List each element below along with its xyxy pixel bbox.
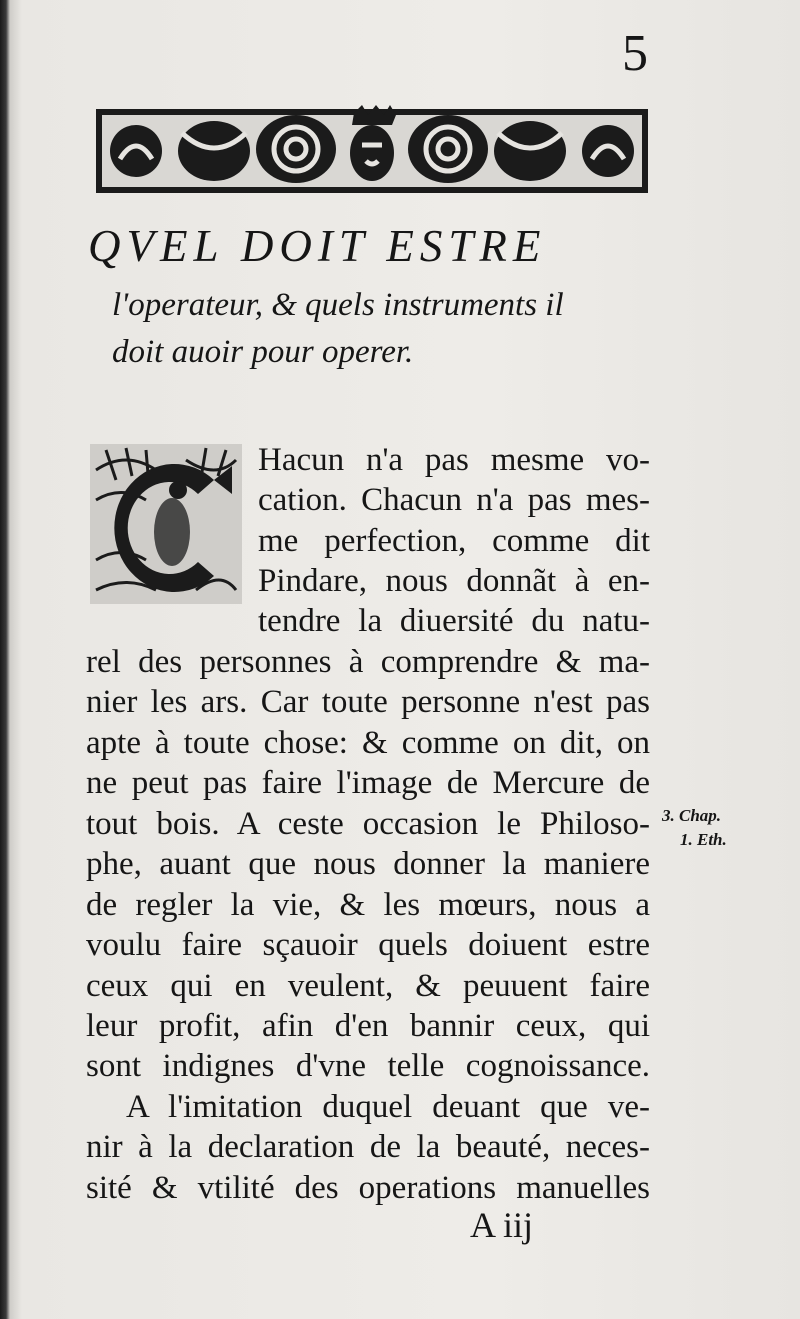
marginal-reference: 3. Chap. [662, 806, 722, 825]
body-text-line: de regler la vie, & les mœurs, nous a [86, 887, 650, 923]
body-text-line: leur profit, afin d'en bannir ceux, qui [86, 1008, 650, 1044]
body-text-line: sont indignes d'vne telle cognoissance. [86, 1048, 650, 1084]
body-text-line: Hacun n'a pas mesme vo- [258, 442, 650, 478]
body-text-line: sité & vtilité des operations manuelles [86, 1170, 650, 1206]
body-text-line: tout bois. A ceste occasion le Philoso- [86, 806, 650, 842]
body-text-line: nir à la declaration de la beauté, neces- [86, 1129, 650, 1165]
ornamental-headpiece [96, 103, 648, 199]
body-text-line: ceux qui en veulent, & peuuent faire [86, 968, 650, 1004]
body-text-line: Pindare, nous donnãt à en- [258, 563, 650, 599]
decorated-initial-c [86, 440, 246, 608]
body-text-line: A l'imitation duquel deuant que ve- [126, 1089, 650, 1125]
body-text-line: apte à toute chose: & comme on dit, on [86, 725, 650, 761]
signature-mark: A iij [470, 1205, 534, 1245]
body-text-line: ne peut pas faire l'image de Mercure de [86, 765, 650, 801]
marginal-reference: 1. Eth. [680, 830, 727, 849]
page-number: 5 [622, 25, 648, 82]
chapter-title: QVEL DOIT ESTRE [88, 221, 547, 271]
body-text-line: voulu faire sçauoir quels doiuent estre [86, 927, 650, 963]
body-text-line: rel des personnes à comprendre & ma- [86, 644, 650, 680]
body-text-line: cation. Chacun n'a pas mes- [258, 482, 650, 518]
body-text-line: me perfection, comme dit [258, 523, 650, 559]
chapter-subtitle-line: doit auoir pour operer. [112, 334, 414, 370]
body-text-line: phe, auant que nous donner la maniere [86, 846, 650, 882]
body-text-line: nier les ars. Car toute personne n'est pas [86, 684, 650, 720]
chapter-subtitle-line: l'operateur, & quels instruments il [112, 287, 564, 323]
body-text-line: tendre la diuersité du natu- [258, 603, 650, 639]
